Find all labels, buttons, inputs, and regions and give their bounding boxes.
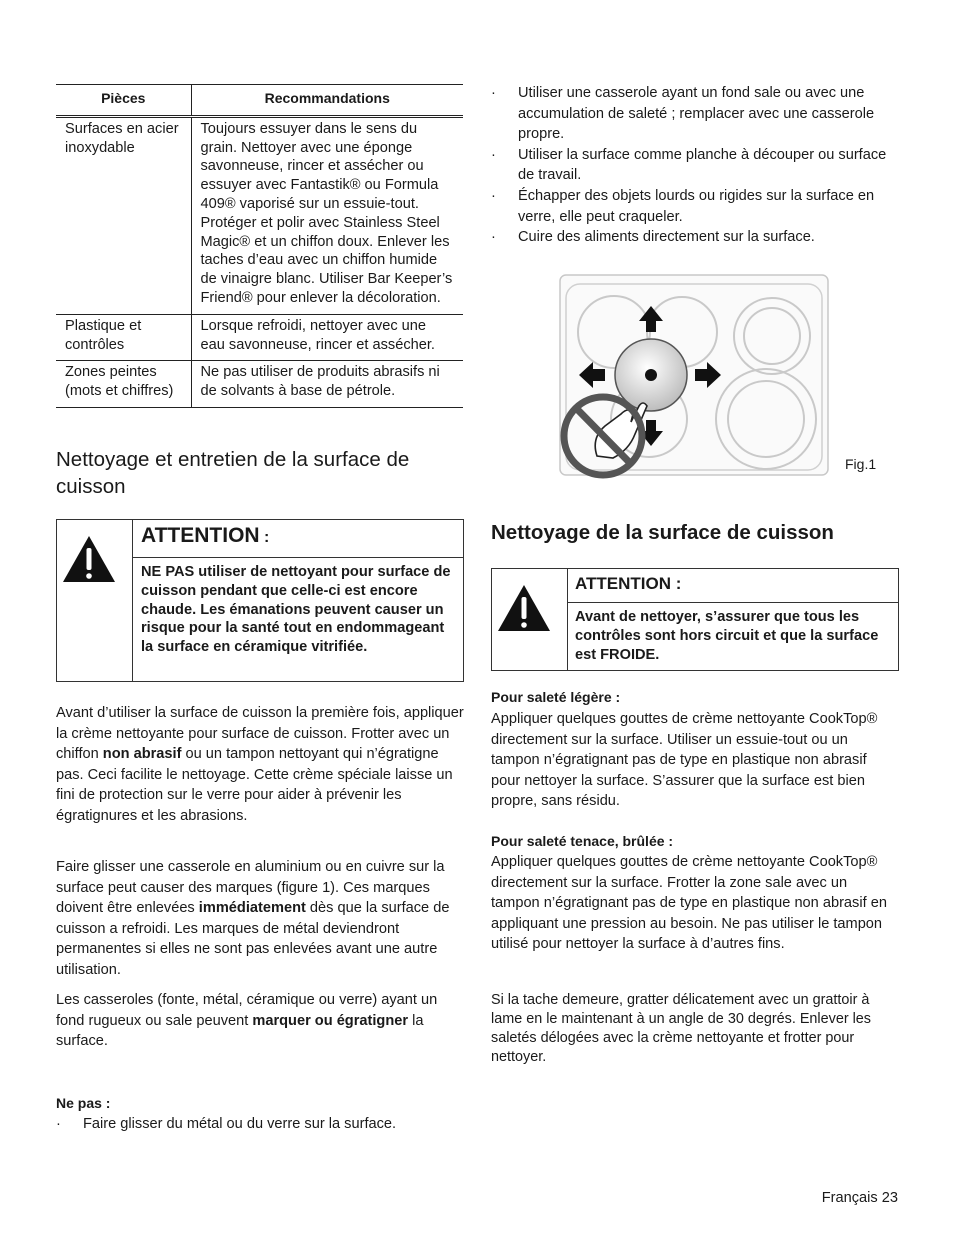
- table-cell-part: Zones peintes (mots et chiffres): [56, 361, 191, 408]
- tough-soil-text: Appliquer quelques gouttes de crème nettoyante CookTop® directement sur la surface. Frotter la zone sale avec un tampon n’égratignant pas de type en plastique non abrasif en appliquant une pression au besoin. Ne pas utiliser le tampon utilisé pour nettoyer la surface à d’autres fins.: [491, 854, 887, 953]
- table-cell-part: Surfaces en acier inoxydable: [56, 116, 191, 314]
- light-soil-text: Appliquer quelques gouttes de crème nettoyante CookTop® directement sur la surface. Utiliser un essuie-tout ou un tampon n’égratignant pas de type en plastique non abrasif pour nettoyer la surface. S’assurer que la surface est bien propre, sans résidu.: [491, 711, 878, 810]
- warning-box-hot-surface: [56, 519, 464, 682]
- cooktop-figure: [559, 274, 829, 480]
- table-row: [56, 314, 463, 361]
- warning-icon-cell: [492, 569, 568, 670]
- table-cell-recommendation: Toujours essuyer dans le sens du grain. Nettoyer avec une éponge savonneuse, rincer et assécher ou essuyer avec Fantastik® ou Formula 409® vaporisé sur un essuie-tout. Protéger et polir avec Stainless Steel Magic® et un chiffon doux. Enlever les taches d’eau avec un chiffon humide de vinaigre blanc. Utiliser Bar Keeper’s Friend® pour enlever la décoloration.: [191, 116, 463, 314]
- list-item: · Faire glisser du métal ou du verre sur la surface.: [56, 1114, 466, 1135]
- do-not-list-left: [56, 1114, 466, 1135]
- list-item: · Échapper des objets lourds ou rigides sur la surface en verre, elle peut craqueler.: [491, 186, 901, 227]
- table-cell-recommendation: Lorsque refroidi, nettoyer avec une eau savonneuse, rincer et assécher.: [191, 314, 463, 361]
- do-not-list-right: [491, 83, 901, 248]
- list-item: · Cuire des aliments directement sur la surface.: [491, 227, 901, 248]
- warning-body: NE PAS utiliser de nettoyant pour surface de cuisson pendant que celle-ci est encore chaude. Les émanations peuvent causer un risque pour la santé tout en endommageant la surface en céramique vitrifiée.: [141, 564, 451, 656]
- warning-body: Avant de nettoyer, s’assurer que tous les contrôles sont hors circuit et que la surface est FROIDE.: [575, 609, 879, 663]
- table-cell-recommendation: Ne pas utiliser de produits abrasifs ni de solvants à base de pétrole.: [191, 361, 463, 408]
- warning-box-cold-surface: [491, 568, 899, 671]
- do-not-heading: Ne pas :: [56, 1095, 111, 1111]
- paragraph-rough-pans: Les casseroles (fonte, métal, céramique ou verre) ayant un fond rugueux ou sale peuvent marquer ou égratigner la surface.: [56, 992, 438, 1050]
- warning-title: ATTENTION :: [141, 524, 270, 547]
- section-title-care: Nettoyage et entretien de la surface de cuisson: [56, 448, 410, 498]
- table-cell-part: Plastique et contrôles: [56, 314, 191, 361]
- warning-triangle-icon: [496, 583, 552, 633]
- paragraph-sliding-pans: Faire glisser une casserole en aluminium ou en cuivre sur la surface peut causer des marques (figure 1). Ces marques doivent être enlevées immédiatement dès que la surface de cuisson a refroidi. Les marques de métal deviendront permanentes si elles ne sont pas enlevées avant une autre utilisation.: [56, 859, 450, 978]
- table-header-row: [56, 85, 463, 117]
- figure-label: Fig.1: [845, 456, 877, 472]
- warning-icon-cell: [57, 520, 133, 681]
- table-row: [56, 361, 463, 408]
- page-number: Français 23: [821, 1190, 898, 1206]
- care-table: [56, 84, 463, 408]
- section-title-cleaning: Nettoyage de la surface de cuisson: [491, 521, 834, 544]
- table-row: [56, 116, 463, 314]
- warning-triangle-icon: [61, 534, 117, 584]
- table-header-parts: Pièces: [56, 85, 191, 117]
- scraper-text: Si la tache demeure, gratter délicatement avec un grattoir à lame en le maintenant à un angle de 30 degrés. Enlever les saletés délogées avec la crème nettoyante et frotter pour nettoyer.: [491, 992, 872, 1065]
- paragraph-first-use: Avant d’utiliser la surface de cuisson la première fois, appliquer la crème nettoyante pour surface de cuisson. Frotter avec un chiffon non abrasif ou un tampon nettoyant qui n’égratigne pas. Ceci facilite le nettoyage. Cette crème spéciale laisse un fini de protection sur le verre pour aider à prévenir les égratignures et les abrasions.: [56, 705, 464, 824]
- warning-title-row: [132, 520, 463, 558]
- list-item: · Utiliser la surface comme planche à découper ou surface de travail.: [491, 145, 901, 186]
- pan-center-dot: [645, 369, 657, 381]
- table-header-recommendations: Recommandations: [191, 85, 463, 117]
- list-item: · Utiliser une casserole ayant un fond sale ou avec une accumulation de saleté ; remplacer avec une casserole propre.: [491, 83, 901, 145]
- warning-title-row: [567, 569, 898, 603]
- warning-title: ATTENTION :: [575, 574, 682, 593]
- light-soil-heading: Pour saleté légère :: [491, 689, 621, 705]
- tough-soil-heading: Pour saleté tenace, brûlée :: [491, 833, 674, 849]
